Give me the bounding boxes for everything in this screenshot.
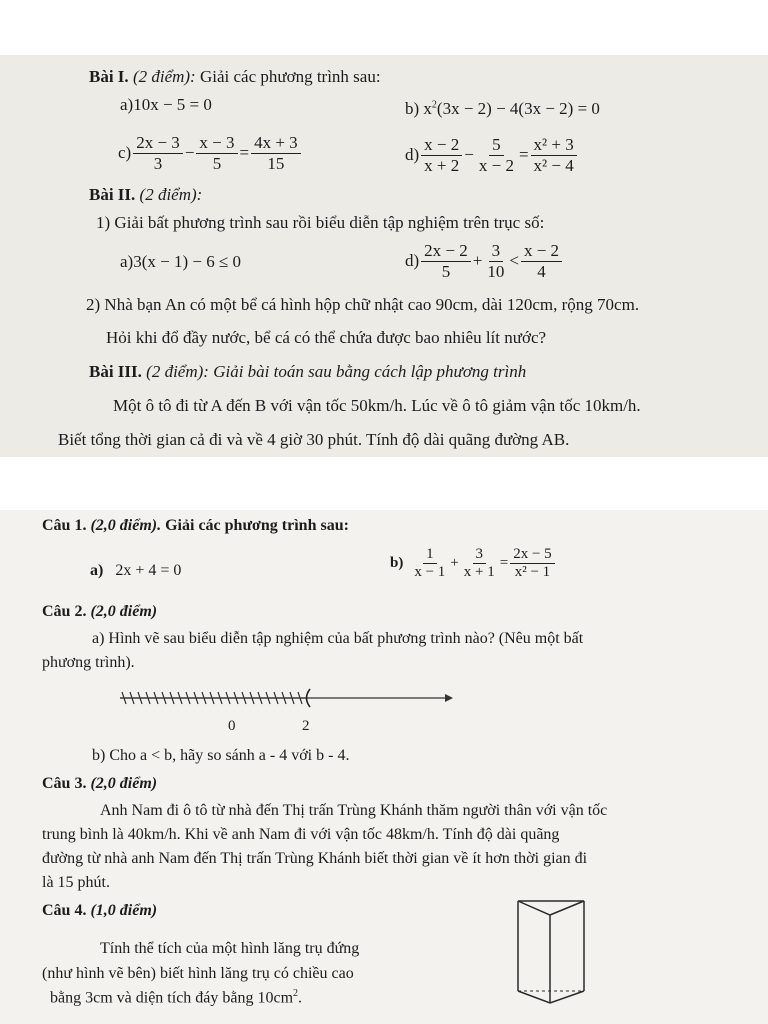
cau3-heading: Câu 3. bbox=[42, 775, 87, 792]
cau2-a-line1: a) Hình vẽ sau biểu diễn tập nghiệm của bất phương trình nào? (Nêu một bất bbox=[92, 630, 584, 647]
cau3-points: (2,0 điểm) bbox=[90, 775, 158, 792]
cau1-b-label: b) bbox=[390, 555, 404, 572]
cau2-a-line2: phương trình). bbox=[42, 654, 135, 671]
bai1-instruction: Giải các phương trình sau: bbox=[199, 67, 381, 86]
cau3-line2: trung bình là 40km/h. Khi về anh Nam đi với vận tốc 48km/h. Tính độ dài quãng bbox=[42, 826, 560, 843]
cau1-heading-line bbox=[42, 517, 349, 535]
tick-label-0: 0 bbox=[228, 718, 236, 734]
bai2-points: (2 điểm): bbox=[139, 185, 203, 204]
fraction: $\frac{x - 2}{4}$ bbox=[521, 241, 562, 281]
cau2-heading-line bbox=[42, 603, 157, 621]
cau1-a-equation: 2x + 4 = 0 bbox=[115, 562, 182, 579]
bai2-a-inequality: 3(x − 1) − 6 ≤ 0 bbox=[133, 252, 242, 271]
bai1-c bbox=[118, 133, 303, 173]
fraction: $\frac{2x - 2}{5}$ bbox=[421, 241, 471, 281]
tick-label-2: 2 bbox=[302, 718, 310, 734]
bai3-heading-line bbox=[89, 362, 526, 382]
bai3-line2: Biết tổng thời gian cả đi và về 4 giờ 30 phút. Tính độ dài quãng đường AB. bbox=[58, 430, 570, 449]
fraction: $\frac{4x + 3}{15}$ bbox=[251, 133, 301, 173]
cau4-heading-line bbox=[42, 902, 157, 920]
bai1-a bbox=[120, 95, 212, 115]
cau1-b bbox=[390, 546, 557, 582]
number-line-diagram bbox=[110, 680, 460, 740]
bai1-b-label: b) bbox=[405, 99, 420, 118]
operator: = bbox=[499, 555, 509, 572]
cau1-instruction: Giải các phương trình sau: bbox=[165, 517, 349, 534]
operator: = bbox=[239, 143, 250, 163]
cau4-line2: (như hình vẽ bên) biết hình lăng trụ có chiều cao bbox=[42, 965, 354, 982]
bai2-a-label: a) bbox=[120, 252, 134, 271]
cau2-points: (2,0 điểm) bbox=[90, 603, 158, 620]
cau1-a bbox=[90, 562, 181, 580]
fraction: $\frac{3}{10}$ bbox=[487, 241, 505, 281]
fraction: $\frac{5}{x - 2}$ bbox=[478, 135, 514, 175]
fraction: $\frac{x - 3}{5}$ bbox=[196, 133, 237, 173]
exam-page-2 bbox=[0, 510, 768, 1024]
bai1-b-equation: $x^2(3x - 2) - 4(3x - 2) = 0$ bbox=[423, 99, 600, 118]
fraction: $\frac{x - 2}{x + 2}$ bbox=[421, 135, 462, 175]
bai3-line1: Một ô tô đi từ A đến B với vận tốc 50km/h. Lúc về ô tô giảm vận tốc 10km/h. bbox=[113, 396, 641, 415]
bai2-d-label: d) bbox=[405, 251, 420, 271]
cau1-a-label: a) bbox=[90, 562, 104, 579]
operator: − bbox=[464, 145, 474, 165]
fraction: $\frac{1}{x - 1}$ bbox=[414, 546, 446, 581]
fraction: $\frac{2x - 5}{\text{x² − 1}}$ bbox=[510, 546, 554, 582]
prism-diagram bbox=[512, 895, 592, 1007]
bai1-b bbox=[405, 99, 600, 119]
cau4-line1: Tính thể tích của một hình lăng trụ đứng bbox=[100, 940, 360, 957]
cau4-heading: Câu 4. bbox=[42, 902, 87, 919]
cau1-points: (2,0 điểm). bbox=[90, 517, 162, 534]
bai2-d bbox=[405, 241, 564, 281]
bai2-item2-line2: Hỏi khi đổ đầy nước, bể cá có thể chứa được bao nhiêu lít nước? bbox=[106, 328, 547, 347]
bai3-heading: Bài III. bbox=[89, 362, 142, 381]
bai1-heading: Bài I. bbox=[89, 67, 129, 86]
cau3-line3: đường từ nhà anh Nam đến Thị trấn Trùng Khánh biết thời gian về ít hơn thời gian đi bbox=[42, 850, 588, 867]
cau3-line4: là 15 phút. bbox=[42, 874, 110, 891]
exam-page-1 bbox=[0, 55, 768, 457]
axis-arrow bbox=[445, 694, 453, 702]
bai1-c-label: c) bbox=[118, 143, 132, 163]
bai2-heading-line bbox=[89, 185, 202, 205]
bai1-points: (2 điểm): bbox=[132, 67, 196, 86]
cau3-line1: Anh Nam đi ô tô từ nhà đến Thị trấn Trùng Khánh thăm người thân với vận tốc bbox=[100, 802, 608, 819]
fraction: $\frac{\text{x² + 3}}{\text{x² − 4}}$ bbox=[531, 135, 577, 175]
operator: + bbox=[450, 555, 459, 572]
bai1-d-label: d) bbox=[405, 145, 420, 165]
operator: < bbox=[509, 251, 519, 271]
bai1-a-equation: 10x − 5 = 0 bbox=[133, 95, 212, 114]
cau3-heading-line bbox=[42, 775, 157, 793]
operator: + bbox=[472, 251, 483, 271]
operator: − bbox=[184, 143, 195, 163]
bai2-item1: 1) Giải bất phương trình sau rồi biểu diễn tập nghiệm trên trục số: bbox=[96, 213, 545, 232]
bai3-points: (2 điểm): Giải bài toán sau bằng cách lập phương trình bbox=[146, 362, 527, 381]
cau4-points: (1,0 điểm) bbox=[90, 902, 158, 919]
operator: = bbox=[518, 145, 529, 165]
bai2-item2-line1: 2) Nhà bạn An có một bể cá hình hộp chữ nhật cao 90cm, dài 120cm, rộng 70cm. bbox=[86, 295, 640, 314]
cau1-heading: Câu 1. bbox=[42, 517, 87, 534]
cau2-b: b) Cho a < b, hãy so sánh a - 4 với b - 4. bbox=[92, 747, 350, 764]
bai1-d bbox=[405, 135, 579, 175]
cau4-line3: bằng 3cm và diện tích đáy bằng $10cm^2$. bbox=[50, 988, 303, 1007]
bai2-heading: Bài II. bbox=[89, 185, 136, 204]
bai2-a bbox=[120, 252, 241, 272]
bai1-a-label: a) bbox=[120, 95, 134, 114]
cau2-heading: Câu 2. bbox=[42, 603, 87, 620]
bai1-heading-line bbox=[89, 67, 381, 87]
fraction: $\frac{2x - 3}{3}$ bbox=[133, 133, 183, 173]
fraction: $\frac{3}{x + 1}$ bbox=[463, 546, 495, 581]
